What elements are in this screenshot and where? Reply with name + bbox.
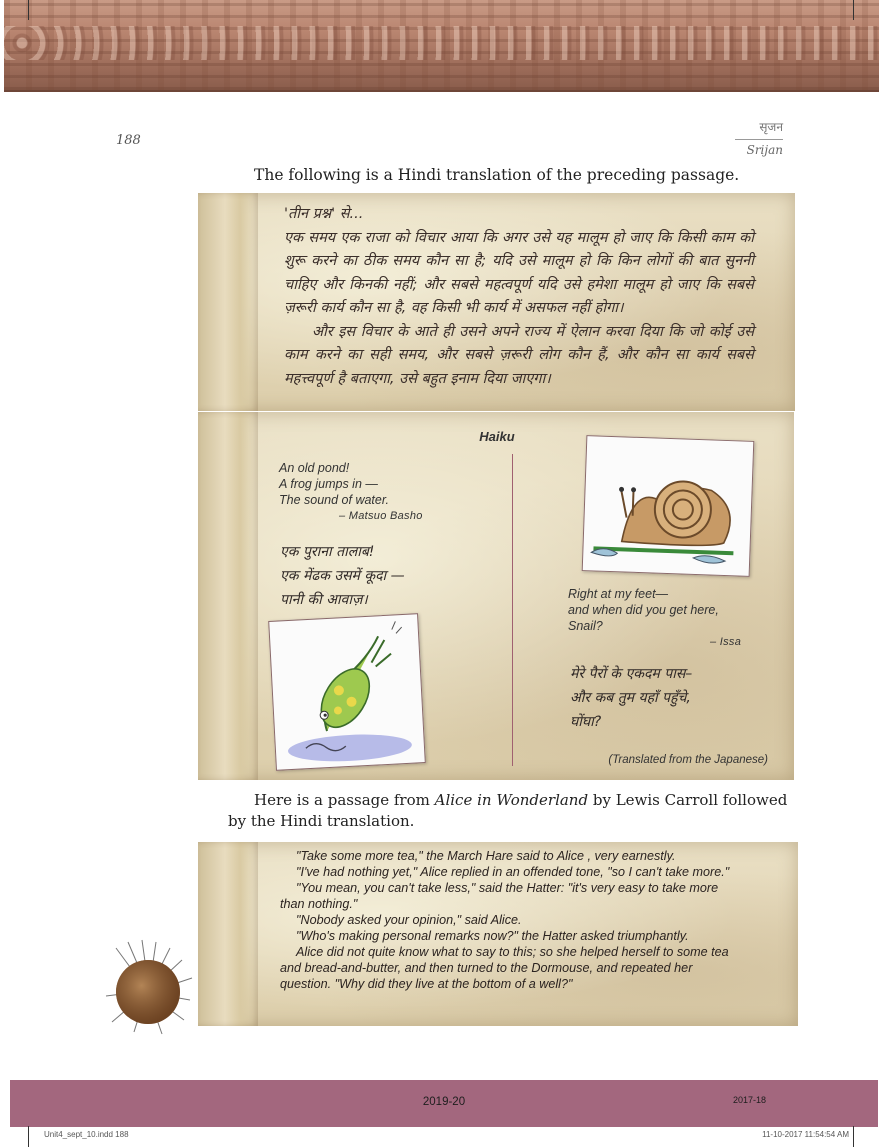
intro-sentence: The following is a Hindi translation of the preceding passage. bbox=[254, 166, 740, 184]
footer-year-old: 2017-18 bbox=[732, 1095, 766, 1105]
alice-paragraph: "Who's making personal remarks now?" the Hatter asked triumphantly. bbox=[296, 929, 689, 943]
running-head bbox=[735, 118, 783, 157]
crop-mark bbox=[28, 0, 29, 20]
translation-note: (Translated from the Japanese) bbox=[608, 754, 768, 766]
decorative-stone-border bbox=[4, 0, 879, 92]
issa-haiku-hindi bbox=[570, 662, 692, 734]
alice-paragraph: "You mean, you can't take less," said the Hatter: "it's very easy to take more than nothing." bbox=[280, 881, 719, 911]
hindi-paragraph-1: एक समय एक राजा को विचार आया कि अगर उसे यह मालूम हो जाए कि किसी काम को शुरू करने का ठीक समय कौन सा है; यदि उसे मालूम हो कि किन लोगों की बात सुननी चाहिए और किनकी नहीं; और सबसे महत्वपूर्ण यदि उसे हमेशा मालूम हो जाए कि सबसे ज़रूरी कार्य कौन सा है, वह किसी भी कार्य में असफल नहीं होगा। bbox=[284, 229, 754, 316]
alice-intro-post: by Lewis Carroll followed by the Hindi translation. bbox=[228, 791, 788, 830]
page-number: 188 bbox=[116, 133, 141, 148]
parchment-curl bbox=[198, 842, 258, 1026]
crop-mark bbox=[28, 1126, 29, 1147]
basho-haiku-hindi bbox=[280, 540, 405, 612]
footer-bar bbox=[10, 1080, 878, 1127]
frog-illustration bbox=[268, 613, 426, 771]
verse-line: एक मेंढक उसमें कूदा — bbox=[280, 568, 405, 584]
alice-paragraph: "Nobody asked your opinion," said Alice. bbox=[296, 913, 522, 927]
haiku-author: – Issa bbox=[710, 636, 742, 648]
footer-year: 2019-20 bbox=[422, 1096, 466, 1108]
verse-line: A frog jumps in — bbox=[279, 477, 378, 491]
verse-line: and when did you get here, bbox=[568, 603, 719, 617]
verse-line: The sound of water. bbox=[279, 493, 390, 507]
parchment-curl bbox=[198, 412, 258, 780]
verse-line: एक पुराना तालाब! bbox=[280, 544, 375, 560]
verse-line: An old pond! bbox=[279, 461, 350, 475]
frog-icon bbox=[269, 614, 425, 770]
alice-passage-box bbox=[200, 842, 798, 1026]
alice-paragraph: "I've had nothing yet," Alice replied in an offended tone, "so I can't take more." bbox=[296, 865, 730, 879]
verse-line: Right at my feet— bbox=[568, 587, 669, 601]
crop-mark bbox=[853, 1126, 854, 1147]
snail-illustration bbox=[582, 435, 755, 577]
snail-icon bbox=[583, 436, 754, 576]
haiku-author: – Matsuo Basho bbox=[339, 510, 423, 522]
issa-haiku-english bbox=[568, 586, 741, 650]
alice-intro-paragraph bbox=[228, 790, 788, 832]
book-title: Alice in Wonderland bbox=[434, 791, 589, 809]
running-head-english: Srijan bbox=[746, 143, 783, 157]
parchment-curl bbox=[198, 193, 258, 411]
sun-ornament-icon bbox=[104, 938, 194, 1038]
verse-line: मेरे पैरों के एकदम पास– bbox=[570, 666, 693, 682]
alice-paragraph: "Take some more tea," the March Hare said to Alice , very earnestly. bbox=[296, 849, 676, 863]
haiku-column-divider bbox=[512, 454, 513, 766]
verse-line: घोंघा? bbox=[570, 714, 602, 730]
print-slug-left: Unit4_sept_10.indd 188 bbox=[44, 1130, 129, 1139]
running-head-rule bbox=[735, 139, 783, 140]
crop-mark bbox=[853, 0, 854, 20]
hindi-passage-heading: 'तीन प्रश्न' से... bbox=[284, 206, 364, 222]
alice-paragraph: Alice did not quite know what to say to this; so she helped herself to some tea and bread-and-butter, and then turned to the Dormouse, and repeated her question. "Why did they live at the bottom of a well?" bbox=[280, 945, 729, 991]
verse-line: पानी की आवाज़। bbox=[280, 592, 368, 608]
verse-line: और कब तुम यहाँ पहुँचे, bbox=[570, 690, 691, 706]
basho-haiku-english bbox=[279, 460, 423, 524]
hindi-passage-text bbox=[284, 203, 754, 391]
haiku-title: Haiku bbox=[479, 429, 515, 444]
hindi-paragraph-2: और इस विचार के आते ही उसने अपने राज्य में ऐलान करवा दिया कि जो कोई उसे काम करने का सही समय, और सबसे ज़रूरी लोग कौन हैं, और कौन सा कार्य सबसे महत्त्वपूर्ण है बताएगा, उसे बहुत इनाम दिया जाएगा। bbox=[284, 323, 754, 387]
running-head-hindi: सृजन bbox=[759, 120, 783, 134]
print-slug-right: 11-10-2017 11:54:54 AM bbox=[762, 1130, 849, 1139]
hindi-passage-box bbox=[200, 193, 795, 411]
alice-intro-pre: Here is a passage from bbox=[254, 791, 435, 809]
alice-passage-text bbox=[280, 848, 730, 992]
haiku-box bbox=[200, 412, 794, 780]
verse-line: Snail? bbox=[568, 619, 603, 633]
